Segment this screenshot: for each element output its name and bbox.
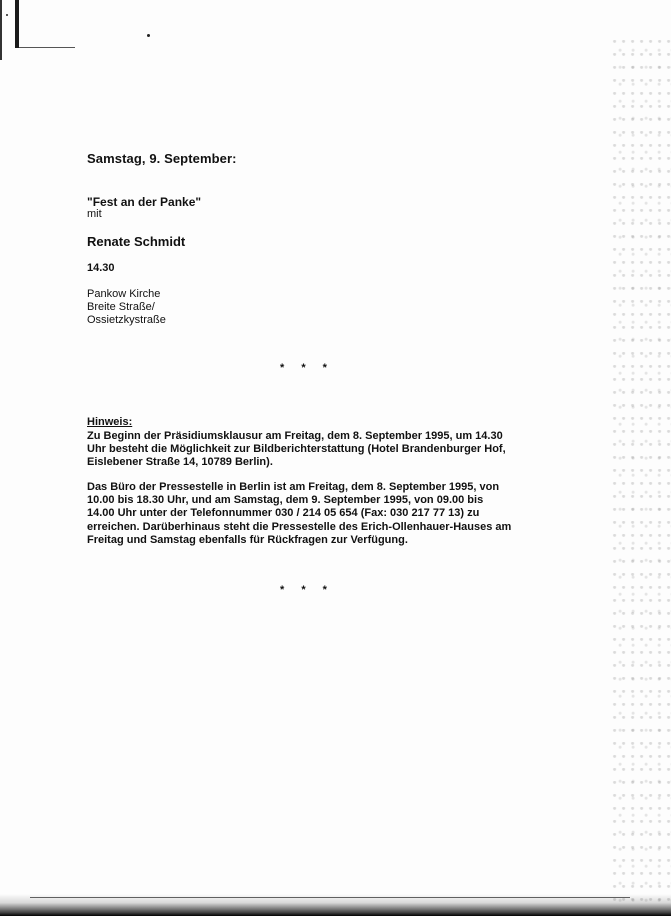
venue-line: Ossietzkystraße	[87, 314, 166, 326]
venue-line: Pankow Kirche	[87, 288, 161, 300]
notice-paragraph	[87, 430, 527, 470]
notice-line: Eislebener Straße 14, 10789 Berlin).	[87, 456, 273, 469]
scan-speck	[147, 34, 150, 37]
scan-artifact-noise	[611, 40, 671, 910]
scan-speck	[6, 14, 8, 16]
date-heading: Samstag, 9. September:	[87, 151, 237, 166]
event-with-label: mit	[87, 208, 102, 220]
speaker-name: Renate Schmidt	[87, 234, 186, 249]
event-time: 14.30	[87, 262, 115, 274]
separator-stars: * * *	[280, 584, 334, 596]
notice-line: Uhr besteht die Möglichkeit zur Bildberichterstattung (Hotel Brandenburger Hof,	[87, 443, 506, 456]
office-line: 14.00 Uhr unter der Telefonnummer 030 / 214 05 654 (Fax: 030 217 77 13) zu	[87, 507, 480, 520]
scan-artifact-edge	[0, 0, 2, 60]
venue-address	[87, 288, 166, 327]
notice-line: Zu Beginn der Präsidiumsklausur am Freitag, dem 8. September 1995, um 14.30	[87, 430, 503, 442]
office-line: 10.00 bis 18.30 Uhr, und am Samstag, dem 9. September 1995, von 09.00 bis	[87, 494, 484, 507]
separator-stars: * * *	[280, 362, 334, 374]
office-paragraph	[87, 481, 527, 547]
notice-label: Hinweis:	[87, 416, 133, 428]
scan-artifact-binding	[15, 0, 19, 48]
scan-artifact-bottom-edge	[0, 894, 671, 916]
scan-artifact-line	[19, 47, 75, 48]
event-title: "Fest an der Panke"	[87, 195, 202, 209]
office-line: erreichen. Darüberhinaus steht die Pressestelle des Erich-Ollenhauer-Hauses am	[87, 520, 512, 533]
venue-line: Breite Straße/	[87, 301, 155, 313]
office-line: Freitag und Samstag ebenfalls für Rückfragen zur Verfügung.	[87, 533, 408, 546]
office-line: Das Büro der Pressestelle in Berlin ist am Freitag, dem 8. September 1995, von	[87, 481, 500, 493]
